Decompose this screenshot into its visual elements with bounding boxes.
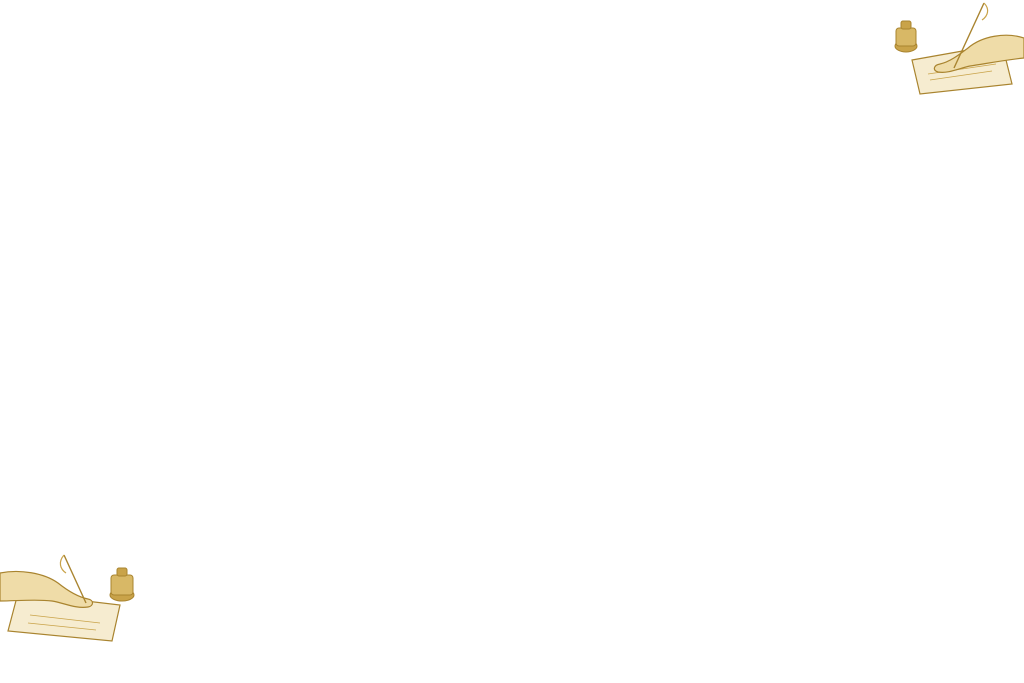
top-ornament-border [0, 0, 1024, 52]
bottom-ornament-border [0, 631, 1024, 683]
hand-writing-quill-icon [884, 0, 1024, 95]
hand-writing-quill-icon [0, 553, 150, 643]
